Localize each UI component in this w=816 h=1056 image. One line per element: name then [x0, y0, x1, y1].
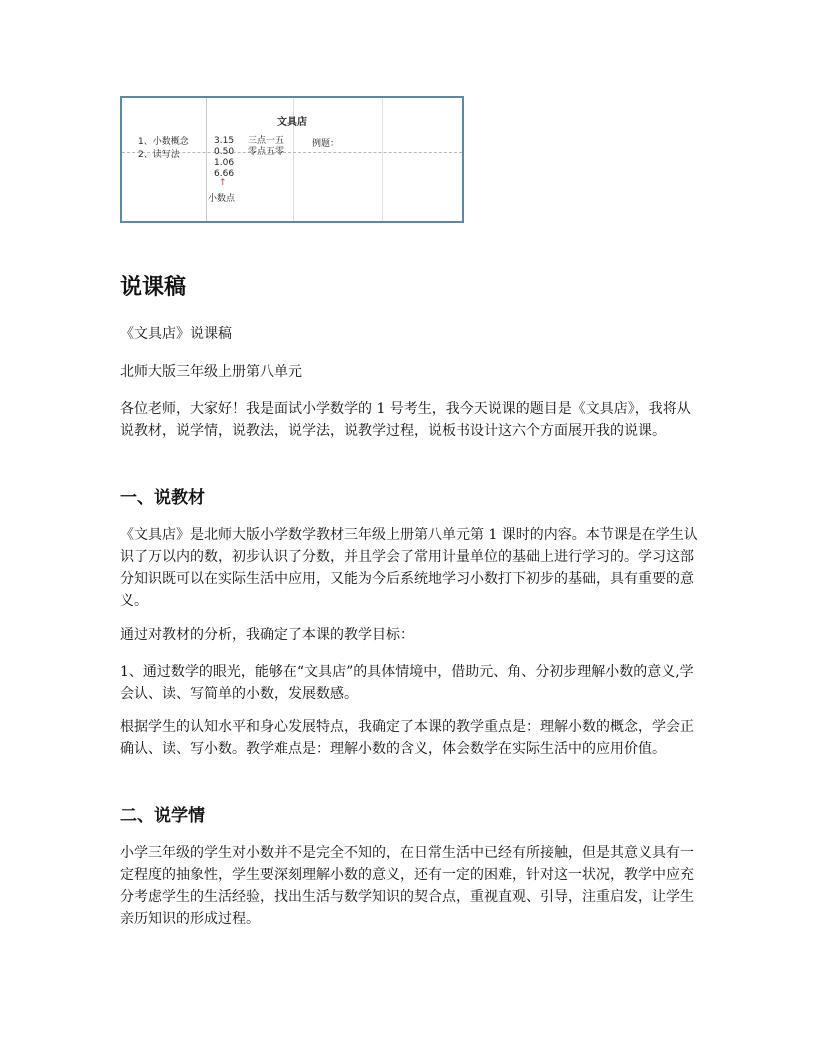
paragraph-edition: 北师大版三年级上册第八单元 [120, 364, 302, 380]
board-reading: 零点五零 [248, 147, 285, 157]
arrow-up-icon: ↑ [219, 178, 227, 188]
board-number: 1.06 [214, 158, 235, 168]
paragraph-students: 小学三年级的学生对小数并不是完全不知的，在日常生活中已经有所接触，但是其意义具有一定程度的抽象性，学生要深刻理解小数的意义，还有一定的困难，针对这一状况，教学中应充分考虑学生的生活经验，找出生活与数学知识的契合点，重视直观、引导，注重启发，让学生亲历知识的形成过程。 [120, 845, 694, 927]
section-heading-students: 二、说学情 [120, 806, 205, 826]
board-divider [382, 98, 383, 221]
paragraph-lesson-title: 《文具店》说课稿 [120, 326, 232, 342]
board-number: 6.66 [214, 169, 235, 179]
page-title: 说课稿 [120, 275, 187, 300]
board-title: 文具店 [277, 117, 307, 128]
paragraph-objectives-intro: 通过对教材的分析，我确定了本课的教学目标： [120, 627, 414, 643]
board-item: 1、小数概念 [138, 137, 189, 147]
board-item: 2、读写法 [138, 150, 180, 160]
paragraph-intro: 各位老师，大家好！我是面试小学数学的 1 号考生，我今天说课的题目是《文具店》，我将从说教材，说学情，说教法，说学法，说教学过程，说板书设计这六个方面展开我的说课。 [120, 401, 691, 439]
board-example-label: 例题： [312, 139, 340, 149]
board-number: 0.50 [214, 147, 235, 157]
section-heading-textbook: 一、说教材 [120, 488, 205, 508]
board-divider [206, 98, 207, 221]
board-items [138, 136, 189, 162]
paragraph-textbook: 《文具店》是北师大版小学数学教材三年级上册第八单元第 1 课时的内容。本节课是在学生认识了万以内的数，初步认识了分数，并且学会了常用计量单位的基础上进行学习的。学习这部分知识既可以在实际生活中应用，又能为今后系统地学习小数打下初步的基础，具有重要的意义。 [120, 527, 698, 609]
paragraph-objective-1: 1、通过数学的眼光，能够在“文具店”的具体情境中，借助元、角、分初步理解小数的意义,学会认、读、写简单的小数，发展数感。 [120, 664, 694, 702]
board-number: 3.15 [214, 136, 235, 146]
board-point-label: 小数点 [208, 194, 236, 204]
board-readings [248, 136, 284, 158]
paragraph-key-points: 根据学生的认知水平和身心发展特点，我确定了本课的教学重点是：理解小数的概念，学会正确认、读、写小数。教学难点是：理解小数的含义，体会数学在实际生活中的应用价值。 [120, 719, 694, 757]
blackboard-design-image [120, 96, 464, 223]
board-reading: 三点一五 [248, 136, 285, 146]
board-numbers [214, 136, 234, 180]
